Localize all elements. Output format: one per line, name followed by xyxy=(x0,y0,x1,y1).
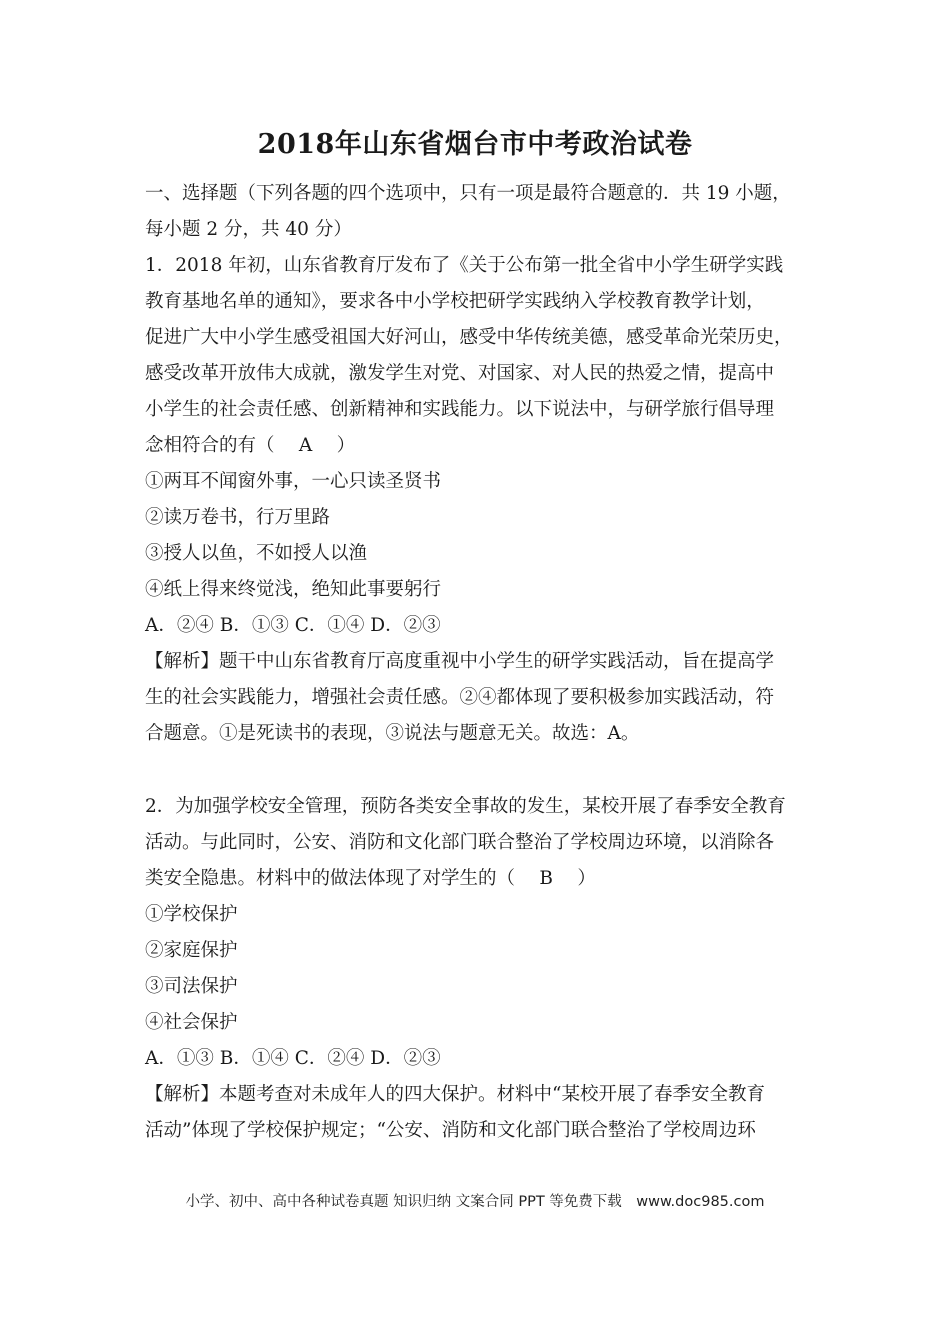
choice-item: ④纸上得来终觉浅，绝知此事要躬行 xyxy=(145,579,442,600)
question-stem xyxy=(145,248,835,464)
choice-item: ②家庭保护 xyxy=(145,940,238,961)
stem-line: 2．为加强学校安全管理，预防各类安全事故的发生，某校开展了春季安全教育 xyxy=(145,796,786,817)
question-stem xyxy=(145,789,835,897)
choice-item: ③司法保护 xyxy=(145,976,238,997)
analysis xyxy=(145,644,835,752)
section-header-line: 一、选择题（下列各题的四个选项中，只有一项是最符合题意的．共 19 小题， xyxy=(145,183,791,204)
stem-line: 类安全隐患。材料中的做法体现了对学生的（ B ） xyxy=(145,868,596,889)
answer-options: A．②④ B．①③ C．①④ D．②③ xyxy=(145,615,441,636)
choice-item: ①两耳不闻窗外事，一心只读圣贤书 xyxy=(145,471,442,492)
stem-line: 促进广大中小学生感受祖国大好河山，感受中华传统美德，感受革命光荣历史， xyxy=(145,327,793,348)
question-2 xyxy=(145,789,835,1149)
answer-options: A．①③ B．①④ C．②④ D．②③ xyxy=(145,1048,441,1069)
question-1 xyxy=(145,248,835,752)
choice-item: ②读万卷书，行万里路 xyxy=(145,507,331,528)
spacer xyxy=(145,752,835,789)
stem-line: 小学生的社会责任感、创新精神和实践能力。以下说法中，与研学旅行倡导理 xyxy=(145,399,775,420)
stem-line: 念相符合的有（ A ） xyxy=(145,435,356,456)
section-header xyxy=(145,176,835,248)
page-footer: 小学、初中、高中各种试卷真题 知识归纳 文案合同 PPT 等免费下载 www.doc985.com xyxy=(185,1194,765,1210)
stem-line: 感受改革开放伟大成就，激发学生对党、对国家、对人民的热爱之情，提高中 xyxy=(145,363,775,384)
choice-item: ④社会保护 xyxy=(145,1012,238,1033)
analysis-line: 【解析】本题考查对未成年人的四大保护。材料中“某校开展了春季安全教育 xyxy=(145,1084,765,1105)
analysis-line: 生的社会实践能力，增强社会责任感。②④都体现了要积极参加实践活动，符 xyxy=(145,687,775,708)
document-body xyxy=(145,176,835,1149)
choice-item: ③授人以鱼，不如授人以渔 xyxy=(145,543,368,564)
question-items xyxy=(145,897,835,1041)
document-title: 2018年山东省烟台市中考政治试卷 xyxy=(257,129,693,160)
analysis xyxy=(145,1077,835,1149)
question-items xyxy=(145,464,835,608)
choice-item: ①学校保护 xyxy=(145,904,238,925)
stem-line: 1．2018 年初，山东省教育厅发布了《关于公布第一批全省中小学生研学实践 xyxy=(145,255,784,276)
analysis-line: 活动”体现了学校保护规定；“公安、消防和文化部门联合整治了学校周边环 xyxy=(145,1120,756,1141)
stem-line: 活动。与此同时，公安、消防和文化部门联合整治了学校周边环境，以消除各 xyxy=(145,832,775,853)
analysis-line: 【解析】题干中山东省教育厅高度重视中小学生的研学实践活动，旨在提高学 xyxy=(145,651,775,672)
stem-line: 教育基地名单的通知》，要求各中小学校把研学实践纳入学校教育教学计划， xyxy=(145,291,765,312)
section-header-line: 每小题 2 分，共 40 分） xyxy=(145,219,352,240)
analysis-line: 合题意。①是死读书的表现，③说法与题意无关。故选：A。 xyxy=(145,723,640,744)
